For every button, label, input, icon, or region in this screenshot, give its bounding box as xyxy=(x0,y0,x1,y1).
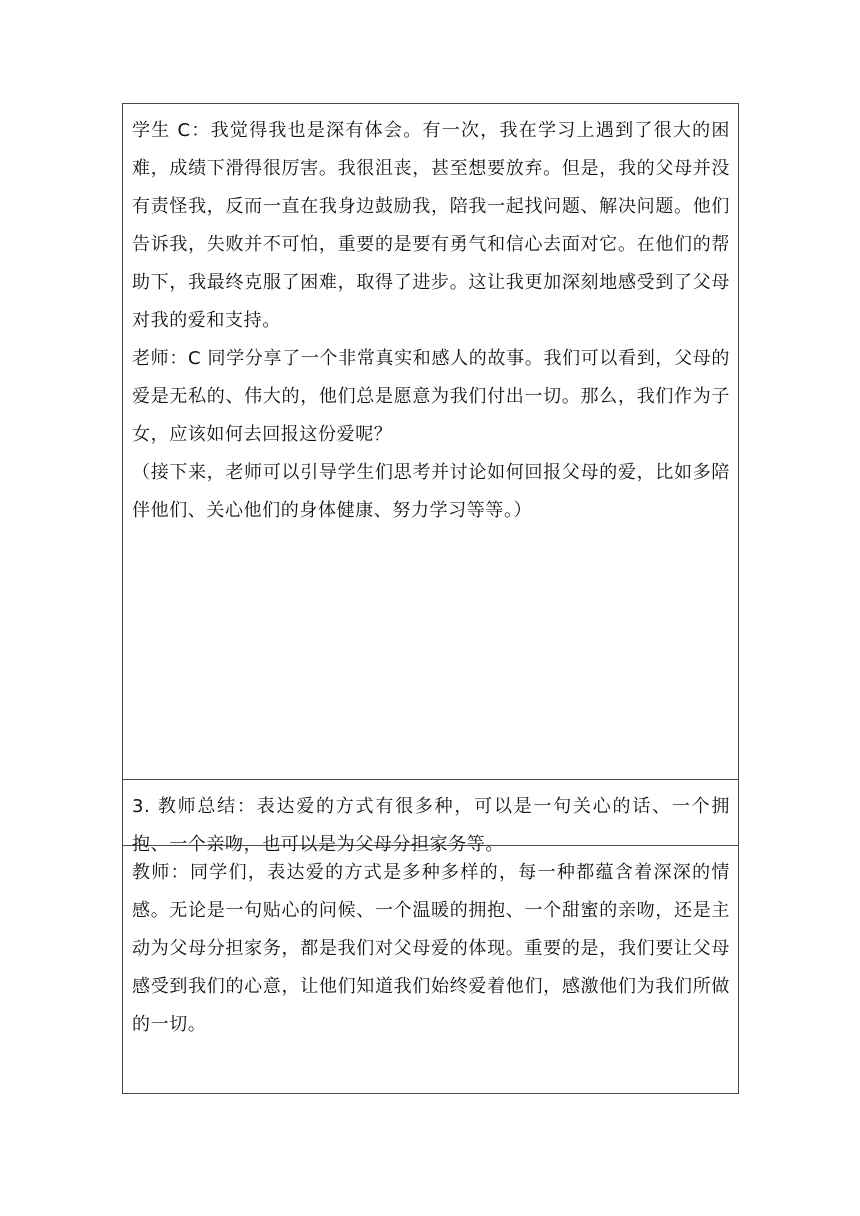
student-c-paragraph: 学生 C：我觉得我也是深有体会。有一次，我在学习上遇到了很大的困难，成绩下滑得很厉害。我很沮丧，甚至想要放弃。但是，我的父母并没有责怪我，反而一直在我身边鼓励我，陪我一起找问题、解决问题。他们告诉我，失败并不可怕，重要的是要有勇气和信心去面对它。在他们的帮助下，我最终克服了困难，取得了进步。这让我更加深刻地感受到了父母对我的爱和支持。 xyxy=(132,120,730,331)
teaching-note-paragraph: （接下来，老师可以引导学生们思考并讨论如何回报父母的爱，比如多陪伴他们、关心他们的身体健康、努力学习等等。） xyxy=(132,462,730,521)
teacher-conclusion-paragraph: 教师：同学们，表达爱的方式是多种多样的，每一种都蕴含着深深的情感。无论是一句贴心的问候、一个温暖的拥抱、一个甜蜜的亲吻，还是主动为父母分担家务，都是我们对父母爱的体现。重要的是，我们要让父母感受到我们的心意，让他们知道我们始终爱着他们，感激他们为我们所做的一切。 xyxy=(132,862,730,1035)
table-row-summary xyxy=(123,779,738,855)
table-row-dialogue xyxy=(123,104,738,779)
lesson-plan-table xyxy=(122,103,739,1094)
teacher-summary-heading: 3. 教师总结：表达爱的方式有很多种，可以是一句关心的话、一个拥抱、一个亲吻，也可以是为父母分担家务等。 xyxy=(132,796,730,855)
table-row-conclusion xyxy=(123,845,738,1093)
teacher-response-paragraph: 老师：C 同学分享了一个非常真实和感人的故事。我们可以看到，父母的爱是无私的、伟大的，他们总是愿意为我们付出一切。那么，我们作为子女，应该如何去回报这份爱呢？ xyxy=(132,348,730,445)
